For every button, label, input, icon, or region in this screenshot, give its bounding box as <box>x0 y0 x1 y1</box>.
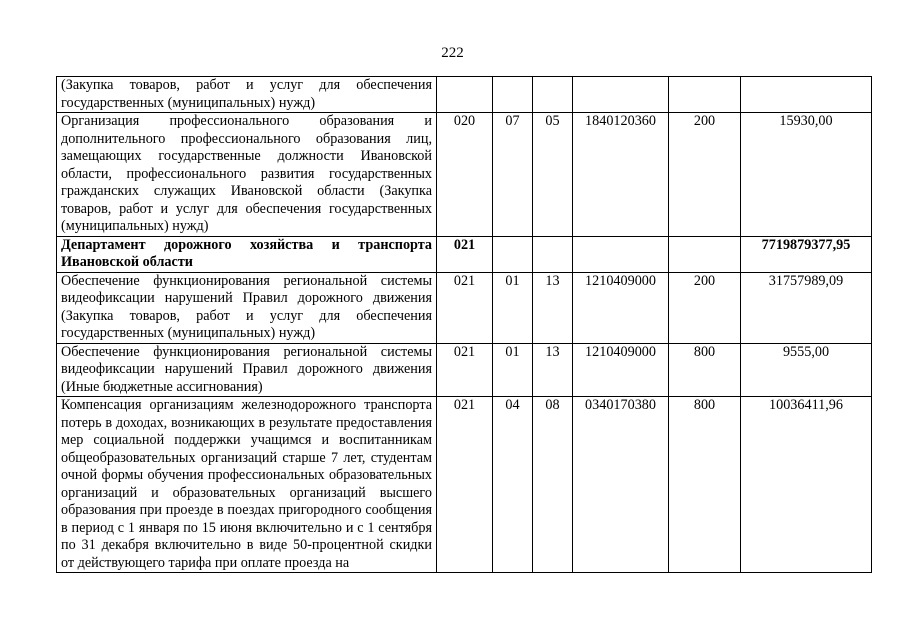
row-expense-type: 800 <box>669 397 741 573</box>
row-target-article: 1840120360 <box>573 113 669 237</box>
row-section <box>493 236 533 272</box>
row-target-article <box>573 236 669 272</box>
row-description: Компенсация организациям железнодорожного транспорта потерь в доходах, возникающих в результате предоставления мер социальной поддержки учащимся и воспитанникам общеобразовательных организаций старше 7 лет, студентам очной формы обучения профессиональных образовательных организаций и образовательных организаций высшего образования при проезде в поездах пригородного сообщения в период с 1 января по 15 июня включительно и с 1 сентября по 31 декабря включительно в виде 50-процентной скидки от действующего тарифа при оплате проезда на <box>57 397 437 573</box>
row-description: Организация профессионального образования и дополнительного профессионального образования лиц, замещающих государственные должности Ивановской области, профессионального развития государственных гражданских служащих Ивановской области (Закупка товаров, работ и услуг для обеспечения государственных (муниципальных) нужд) <box>57 113 437 237</box>
row-subsection: 13 <box>533 272 573 343</box>
page-number: 222 <box>441 45 464 61</box>
row-expense-type: 200 <box>669 272 741 343</box>
row-description: Обеспечение функционирования региональной системы видеофиксации нарушений Правил дорожного движения (Закупка товаров, работ и услуг для обеспечения государственных (муниципальных) нужд) <box>57 272 437 343</box>
row-amount: 7719879377,95 <box>741 236 872 272</box>
table-row <box>57 113 872 237</box>
row-target-article <box>573 77 669 113</box>
row-subsection <box>533 236 573 272</box>
row-dept-code: 021 <box>437 236 493 272</box>
row-dept-code: 021 <box>437 272 493 343</box>
table-row <box>57 272 872 343</box>
row-section: 01 <box>493 272 533 343</box>
row-expense-type <box>669 77 741 113</box>
row-description: Департамент дорожного хозяйства и транспорта Ивановской области <box>57 236 437 272</box>
row-section: 07 <box>493 113 533 237</box>
row-expense-type <box>669 236 741 272</box>
row-subsection: 08 <box>533 397 573 573</box>
row-description: (Закупка товаров, работ и услуг для обеспечения государственных (муниципальных) нужд) <box>57 77 437 113</box>
row-subsection: 05 <box>533 113 573 237</box>
table-row <box>57 343 872 397</box>
row-amount: 15930,00 <box>741 113 872 237</box>
table-row <box>57 397 872 573</box>
table-row-department <box>57 236 872 272</box>
table-row <box>57 77 872 113</box>
row-amount <box>741 77 872 113</box>
row-target-article: 0340170380 <box>573 397 669 573</box>
row-subsection <box>533 77 573 113</box>
row-dept-code: 021 <box>437 343 493 397</box>
row-section <box>493 77 533 113</box>
row-expense-type: 200 <box>669 113 741 237</box>
row-target-article: 1210409000 <box>573 343 669 397</box>
row-dept-code: 021 <box>437 397 493 573</box>
row-expense-type: 800 <box>669 343 741 397</box>
row-description: Обеспечение функционирования региональной системы видеофиксации нарушений Правил дорожного движения (Иные бюджетные ассигнования) <box>57 343 437 397</box>
row-amount: 10036411,96 <box>741 397 872 573</box>
row-target-article: 1210409000 <box>573 272 669 343</box>
row-amount: 31757989,09 <box>741 272 872 343</box>
row-subsection: 13 <box>533 343 573 397</box>
row-amount: 9555,00 <box>741 343 872 397</box>
row-section: 04 <box>493 397 533 573</box>
budget-table <box>56 76 872 573</box>
row-dept-code <box>437 77 493 113</box>
row-dept-code: 020 <box>437 113 493 237</box>
row-section: 01 <box>493 343 533 397</box>
